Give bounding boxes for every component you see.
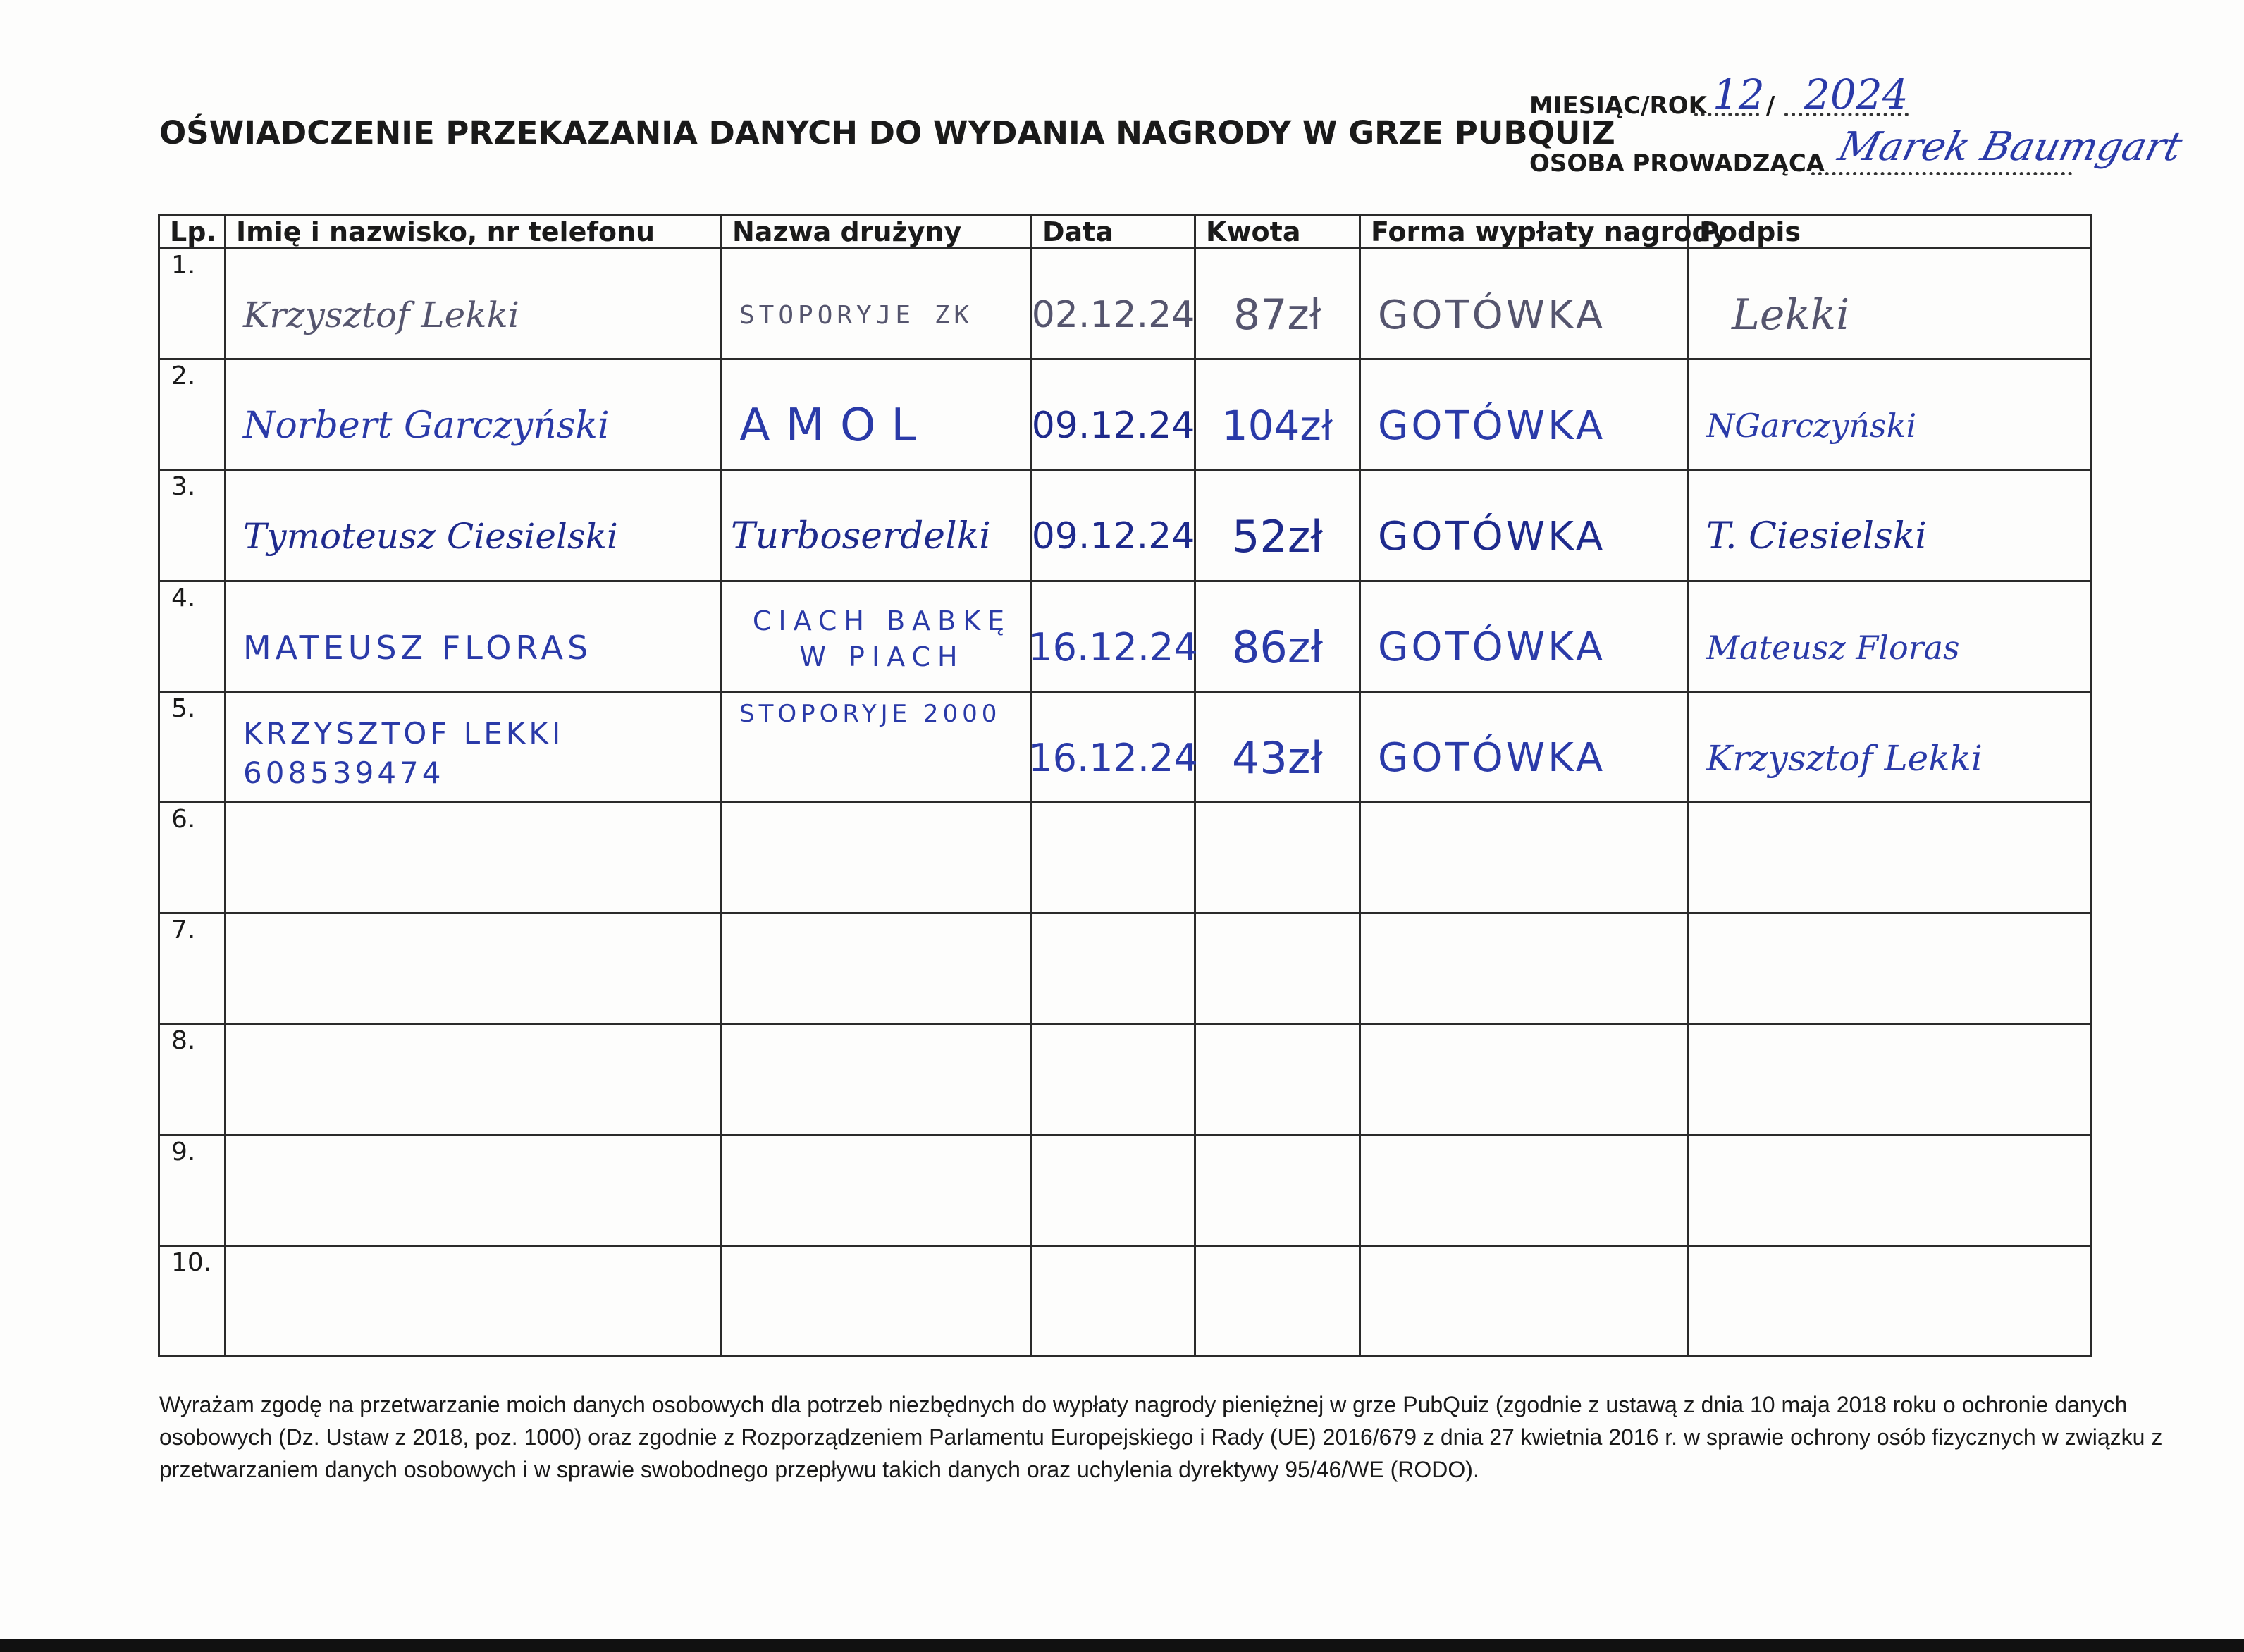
cell-amount[interactable] xyxy=(1195,581,1360,691)
cell-amount[interactable] xyxy=(1195,1245,1360,1356)
table-row xyxy=(159,1135,2091,1245)
cell-name[interactable] xyxy=(226,913,722,1024)
host-label: OSOBA PROWADZĄCA xyxy=(1529,149,1825,178)
entry-name: KRZYSZTOF LEKKI 608539474 xyxy=(243,715,565,791)
cell-lp xyxy=(159,691,226,802)
row-number: 1. xyxy=(171,251,196,280)
cell-payment[interactable] xyxy=(1360,249,1689,359)
entry-team: AMOL xyxy=(739,400,932,452)
table-row xyxy=(159,1245,2091,1356)
header-date: Data xyxy=(1032,216,1195,249)
cell-team[interactable] xyxy=(722,1024,1032,1135)
cell-date[interactable] xyxy=(1032,470,1195,581)
cell-signature[interactable] xyxy=(1689,470,2091,581)
cell-lp xyxy=(159,1135,226,1245)
entry-payment: GOTÓWKA xyxy=(1378,735,1606,782)
entry-name: Norbert Garczyński xyxy=(243,405,610,448)
cell-lp xyxy=(159,249,226,359)
cell-signature[interactable] xyxy=(1689,802,2091,913)
cell-name[interactable] xyxy=(226,249,722,359)
entry-name: Krzysztof Lekki xyxy=(243,295,519,336)
header-lp: Lp. xyxy=(159,216,226,249)
row-number: 7. xyxy=(171,916,196,945)
cell-signature[interactable] xyxy=(1689,1024,2091,1135)
cell-name[interactable] xyxy=(226,1135,722,1245)
cell-signature[interactable] xyxy=(1689,1135,2091,1245)
row-number: 8. xyxy=(171,1026,196,1056)
cell-payment[interactable] xyxy=(1360,913,1689,1024)
cell-payment[interactable] xyxy=(1360,359,1689,470)
cell-lp xyxy=(159,802,226,913)
cell-amount[interactable] xyxy=(1195,470,1360,581)
entry-date: 16.12.24 xyxy=(1028,625,1198,670)
table-row xyxy=(159,470,2091,581)
cell-team[interactable] xyxy=(722,581,1032,691)
cell-amount[interactable] xyxy=(1195,1024,1360,1135)
cell-payment[interactable] xyxy=(1360,1135,1689,1245)
cell-lp xyxy=(159,913,226,1024)
entry-amount: 43zł xyxy=(1231,732,1324,784)
row-number: 9. xyxy=(171,1137,196,1166)
entry-amount: 52zł xyxy=(1231,510,1324,562)
cell-signature[interactable] xyxy=(1689,1245,2091,1356)
entry-amount: 86zł xyxy=(1231,622,1324,674)
row-number: 6. xyxy=(171,804,196,834)
entry-team: CIACH BABKĘ W PIACH xyxy=(752,605,1012,672)
cell-amount[interactable] xyxy=(1195,1135,1360,1245)
prize-table xyxy=(158,214,2092,1357)
cell-date[interactable] xyxy=(1032,249,1195,359)
cell-amount[interactable] xyxy=(1195,359,1360,470)
cell-lp xyxy=(159,1024,226,1135)
month-year-label: MIESIĄC/ROK xyxy=(1529,92,1707,120)
cell-payment[interactable] xyxy=(1360,470,1689,581)
cell-amount[interactable] xyxy=(1195,249,1360,359)
entry-signature: NGarczyński xyxy=(1706,407,1917,445)
host-dotted-line xyxy=(1811,172,2072,175)
cell-name[interactable] xyxy=(226,1024,722,1135)
cell-signature[interactable] xyxy=(1689,249,2091,359)
cell-team[interactable] xyxy=(722,470,1032,581)
cell-name[interactable] xyxy=(226,470,722,581)
month-value: 12 xyxy=(1713,70,1765,118)
cell-payment[interactable] xyxy=(1360,1024,1689,1135)
table-row xyxy=(159,359,2091,470)
row-number: 4. xyxy=(171,583,196,612)
entry-payment: GOTÓWKA xyxy=(1378,402,1606,449)
cell-name[interactable] xyxy=(226,581,722,691)
cell-team[interactable] xyxy=(722,802,1032,913)
cell-signature[interactable] xyxy=(1689,913,2091,1024)
cell-team[interactable] xyxy=(722,913,1032,1024)
entry-signature: Krzysztof Lekki xyxy=(1706,737,1983,779)
cell-amount[interactable] xyxy=(1195,913,1360,1024)
cell-name[interactable] xyxy=(226,1245,722,1356)
entry-signature: T. Ciesielski xyxy=(1706,515,1927,558)
cell-team[interactable] xyxy=(722,359,1032,470)
cell-name[interactable] xyxy=(226,802,722,913)
cell-amount[interactable] xyxy=(1195,691,1360,802)
cell-name[interactable] xyxy=(226,359,722,470)
year-value: 2024 xyxy=(1804,70,1909,118)
table-row xyxy=(159,581,2091,691)
form-title: OŚWIADCZENIE PRZEKAZANIA DANYCH DO WYDANIA NAGRODY W GRZE PUBQUIZ xyxy=(159,114,1615,152)
entry-payment: GOTÓWKA xyxy=(1378,624,1606,671)
cell-team[interactable] xyxy=(722,1245,1032,1356)
cell-team[interactable] xyxy=(722,691,1032,802)
table-row xyxy=(159,691,2091,802)
cell-team[interactable] xyxy=(722,249,1032,359)
entry-signature: Mateusz Floras xyxy=(1706,628,1960,667)
cell-signature[interactable] xyxy=(1689,581,2091,691)
entry-team: Turboserdelki xyxy=(731,515,991,558)
cell-date[interactable] xyxy=(1032,1245,1195,1356)
entry-amount: 87zł xyxy=(1233,290,1321,340)
table-row xyxy=(159,802,2091,913)
header-name: Imię i nazwisko, nr telefonu xyxy=(226,216,722,249)
cell-amount[interactable] xyxy=(1195,802,1360,913)
entry-name: Tymoteusz Ciesielski xyxy=(243,516,618,557)
entry-name: MATEUSZ FLORAS xyxy=(243,628,593,667)
table-row xyxy=(159,1024,2091,1135)
cell-date[interactable] xyxy=(1028,691,1198,802)
row-number: 3. xyxy=(171,472,196,502)
cell-lp xyxy=(159,359,226,470)
entry-amount: 104zł xyxy=(1221,402,1333,450)
cell-date[interactable] xyxy=(1032,913,1195,1024)
row-number: 10. xyxy=(171,1247,212,1277)
row-number: 2. xyxy=(171,362,196,391)
cell-payment[interactable] xyxy=(1360,581,1689,691)
table-row xyxy=(159,249,2091,359)
entry-team: STOPORYJE ZK xyxy=(739,300,974,330)
cell-payment[interactable] xyxy=(1360,802,1689,913)
cell-signature[interactable] xyxy=(1689,359,2091,470)
cell-lp xyxy=(159,1245,226,1356)
cell-lp xyxy=(159,581,226,691)
cell-signature[interactable] xyxy=(1689,691,2091,802)
cell-team[interactable] xyxy=(722,1135,1032,1245)
entry-date: 09.12.24 xyxy=(1031,515,1195,558)
header-signature: Podpis xyxy=(1689,216,2091,249)
consent-statement: Wyrażam zgodę na przetwarzanie moich danych osobowych dla potrzeb niezbędnych do wypłaty nagrody pieniężnej w grze PubQuiz (zgodnie z ustawą z dnia 10 maja 2018 roku o ochronie danych osobowych (Dz. Ustaw z 2018, poz. 1000) oraz zgodnie z Rozporządzeniem Parlamentu Europejskiego i Rady (UE) 2016/679 z dnia 27 kwietnia 2016 r. w sprawie ochrony osób fizycznych w związku z przetwarzaniem danych osobowych i w sprawie swobodnego przepływu takich danych oraz uchylenia dyrektywy 95/46/WE (RODO). xyxy=(159,1392,2163,1482)
entry-payment: GOTÓWKA xyxy=(1378,292,1606,338)
cell-date[interactable] xyxy=(1032,359,1195,470)
cell-date[interactable] xyxy=(1028,581,1198,691)
entry-date: 09.12.24 xyxy=(1031,405,1195,448)
table-row xyxy=(159,913,2091,1024)
page-bottom-edge xyxy=(0,1639,2244,1652)
entry-team: STOPORYJE 2000 xyxy=(739,699,1001,728)
cell-date[interactable] xyxy=(1032,802,1195,913)
header-team: Nazwa drużyny xyxy=(722,216,1032,249)
entry-date: 16.12.24 xyxy=(1028,736,1198,781)
header-payment: Forma wypłaty nagrody xyxy=(1360,216,1689,249)
cell-payment[interactable] xyxy=(1360,691,1689,802)
host-signature: Marek Baumgart xyxy=(1833,124,2187,170)
entry-payment: GOTÓWKA xyxy=(1378,513,1606,560)
row-number: 5. xyxy=(171,694,196,723)
cell-date[interactable] xyxy=(1032,1024,1195,1135)
header-amount: Kwota xyxy=(1195,216,1360,249)
cell-lp xyxy=(159,470,226,581)
table-header-row xyxy=(159,216,2091,249)
cell-payment[interactable] xyxy=(1360,1245,1689,1356)
entry-date: 02.12.24 xyxy=(1031,294,1195,337)
cell-date[interactable] xyxy=(1032,1135,1195,1245)
month-year-separator: / xyxy=(1766,92,1775,120)
entry-signature: Lekki xyxy=(1732,290,1850,340)
cell-name[interactable] xyxy=(226,691,722,802)
